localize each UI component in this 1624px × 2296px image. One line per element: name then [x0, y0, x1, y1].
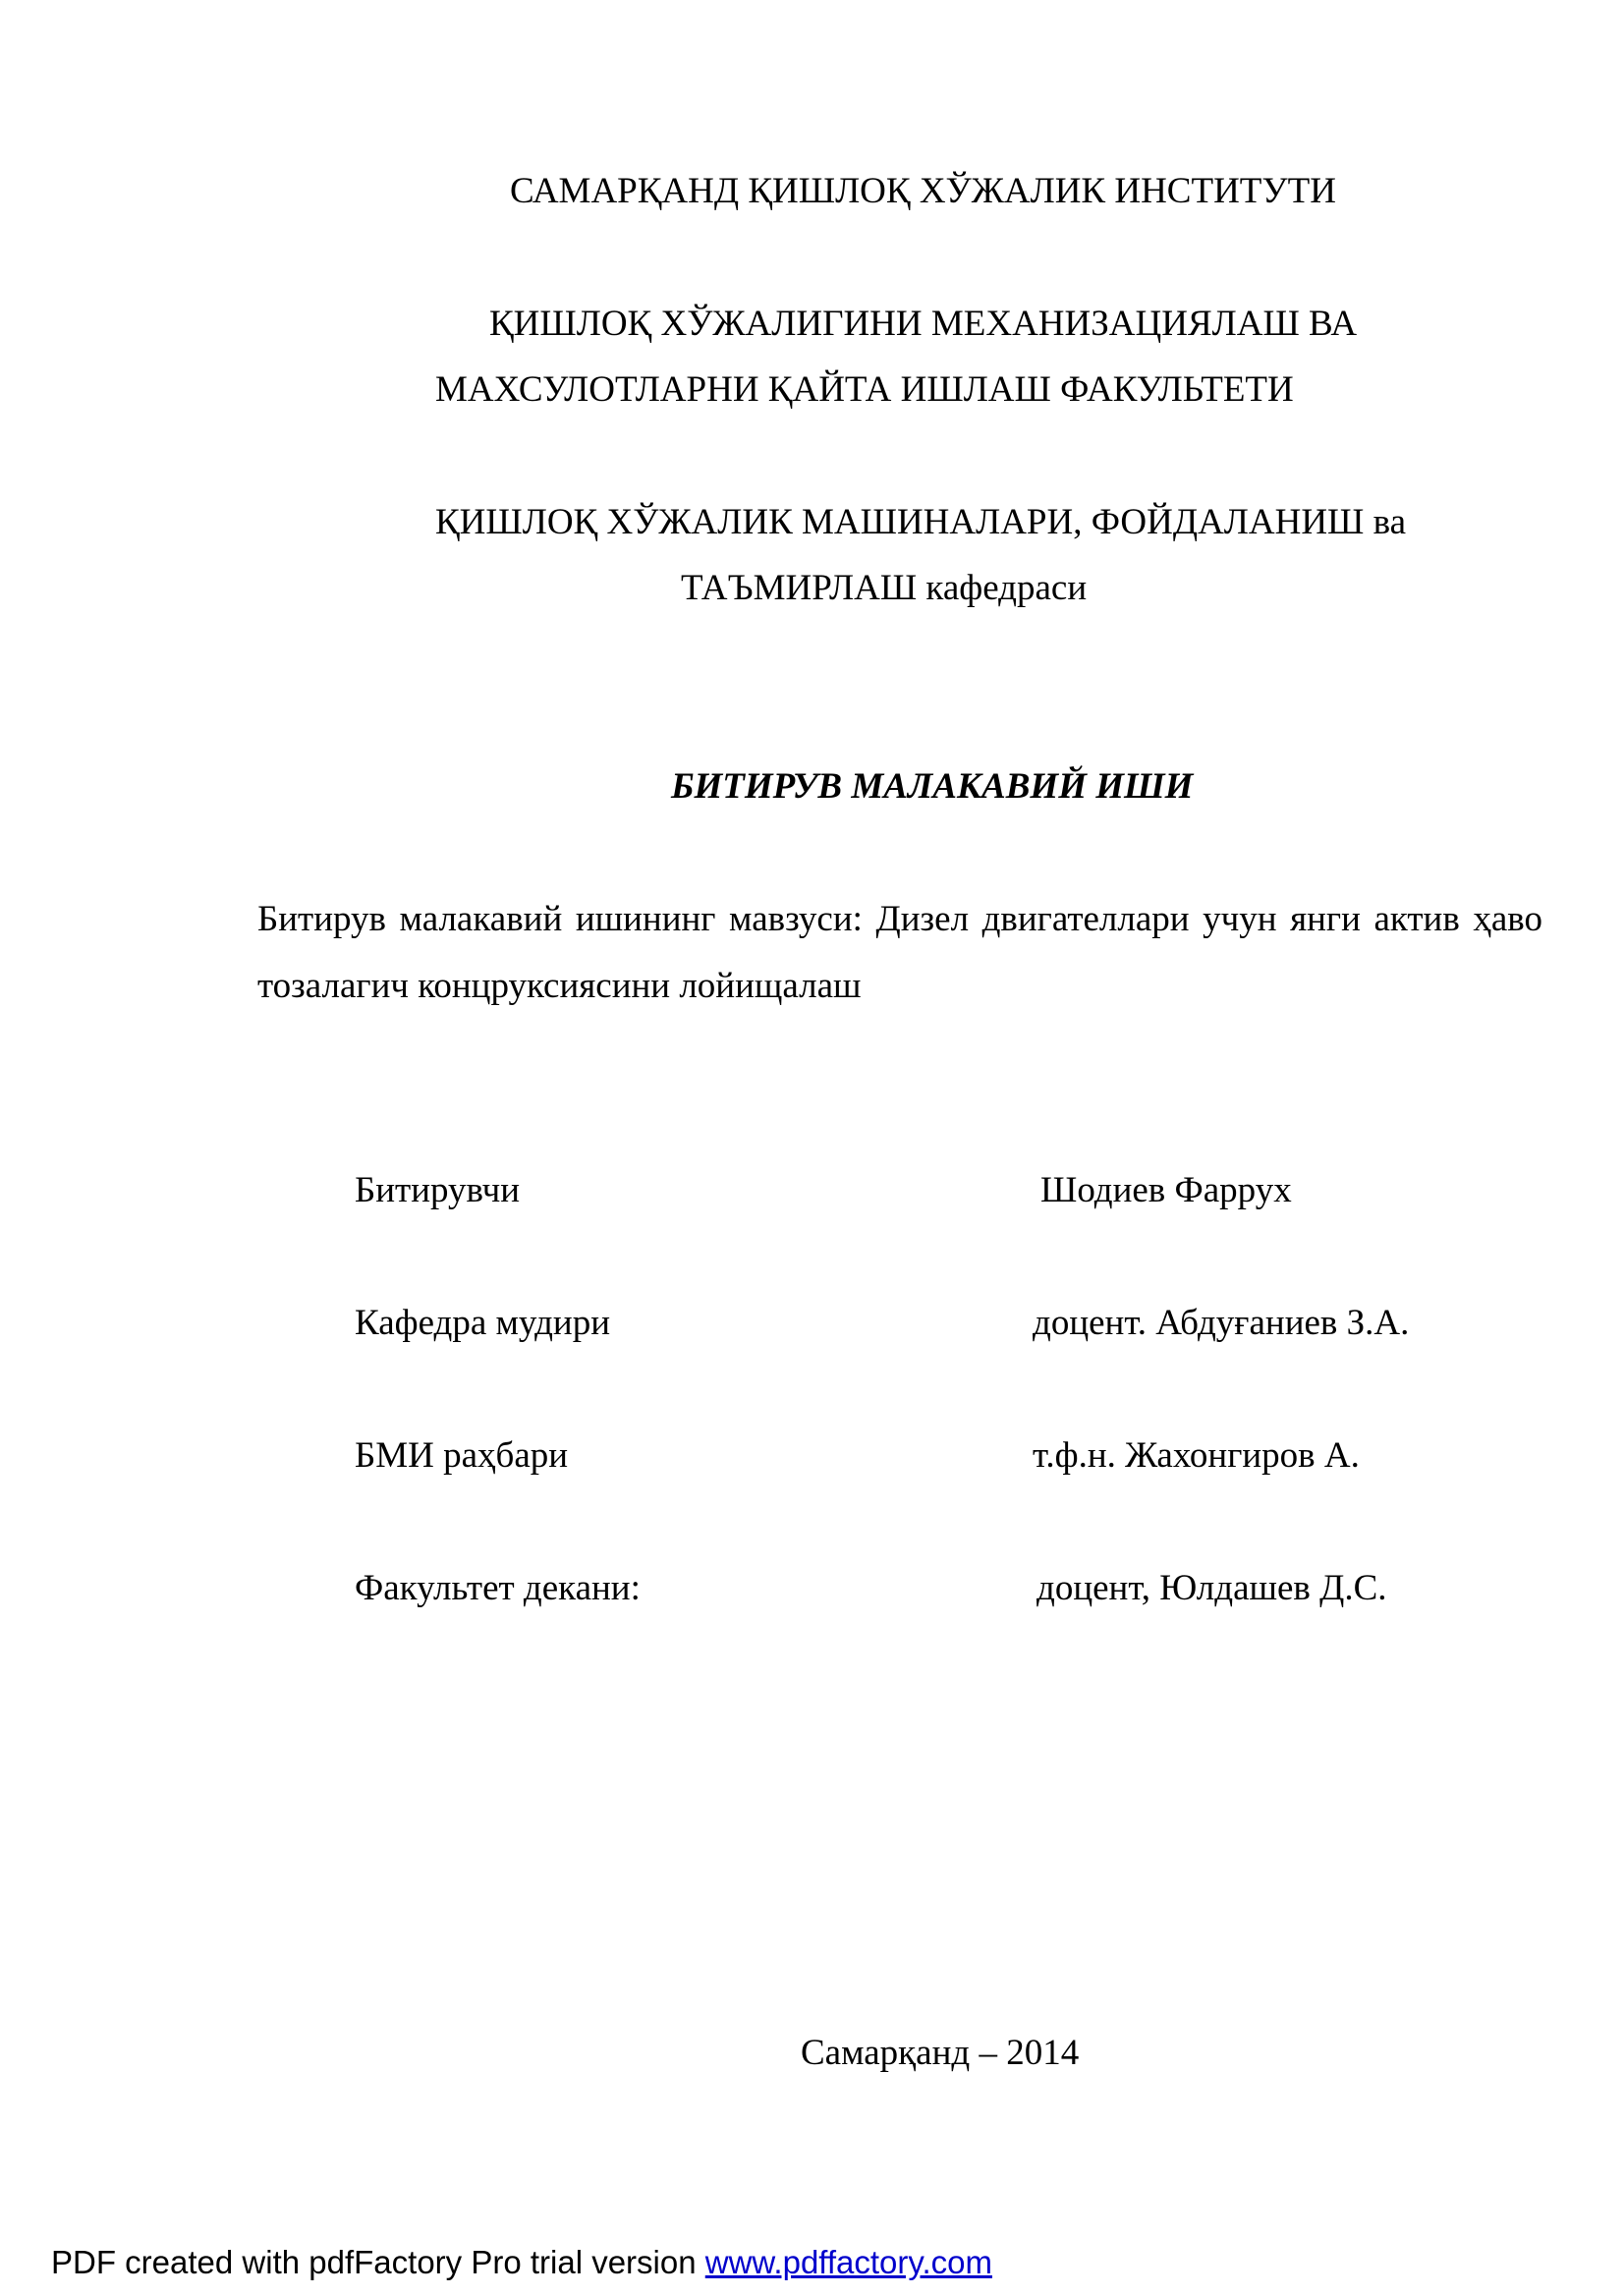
place-year: Самарқанд – 2014 — [801, 2033, 1080, 2073]
pdf-footer-link[interactable]: www.pdffactory.com — [704, 2244, 992, 2280]
signatory-role: БМИ раҳбари — [355, 1435, 569, 1476]
pdf-footer-text: PDF created with pdfFactory Pro trial version — [51, 2244, 705, 2280]
signatory-name: т.ф.н. Жахонгиров А. — [1033, 1435, 1360, 1476]
pdf-footer — [51, 2246, 992, 2278]
signatory-role: Факультет декани: — [355, 1568, 641, 1608]
signatory-name: Шодиев Фаррух — [1040, 1170, 1292, 1210]
faculty-name-line1: ҚИШЛОҚ ХЎЖАЛИГИНИ МЕХАНИЗАЦИЯЛАШ ВА — [489, 304, 1358, 344]
document-title: БИТИРУВ МАЛАКАВИЙ ИШИ — [671, 766, 1194, 807]
department-name-line1: ҚИШЛОҚ ХЎЖАЛИК МАШИНАЛАРИ, ФОЙДАЛАНИШ ва — [435, 502, 1407, 542]
department-name-line2: ТАЪМИРЛАШ кафедраси — [681, 568, 1088, 608]
signatory-role: Кафедра мудири — [355, 1303, 611, 1343]
thesis-topic: Битирув малакавий ишининг мавзуси: Дизел двигателлари учун янги актив ҳаво тозалагич концруксиясини лойищалаш — [257, 899, 1542, 1006]
signatory-name: доцент. Абдуғаниев З.А. — [1033, 1303, 1410, 1343]
signatory-role: Битирувчи — [355, 1170, 520, 1210]
faculty-name-line2: МАХСУЛОТЛАРНИ ҚАЙТА ИШЛАШ ФАКУЛЬТЕТИ — [435, 369, 1294, 410]
institute-name: САМАРҚАНД ҚИШЛОҚ ХЎЖАЛИК ИНСТИТУТИ — [510, 171, 1336, 211]
signatory-name: доцент, Юлдашев Д.С. — [1036, 1568, 1387, 1608]
